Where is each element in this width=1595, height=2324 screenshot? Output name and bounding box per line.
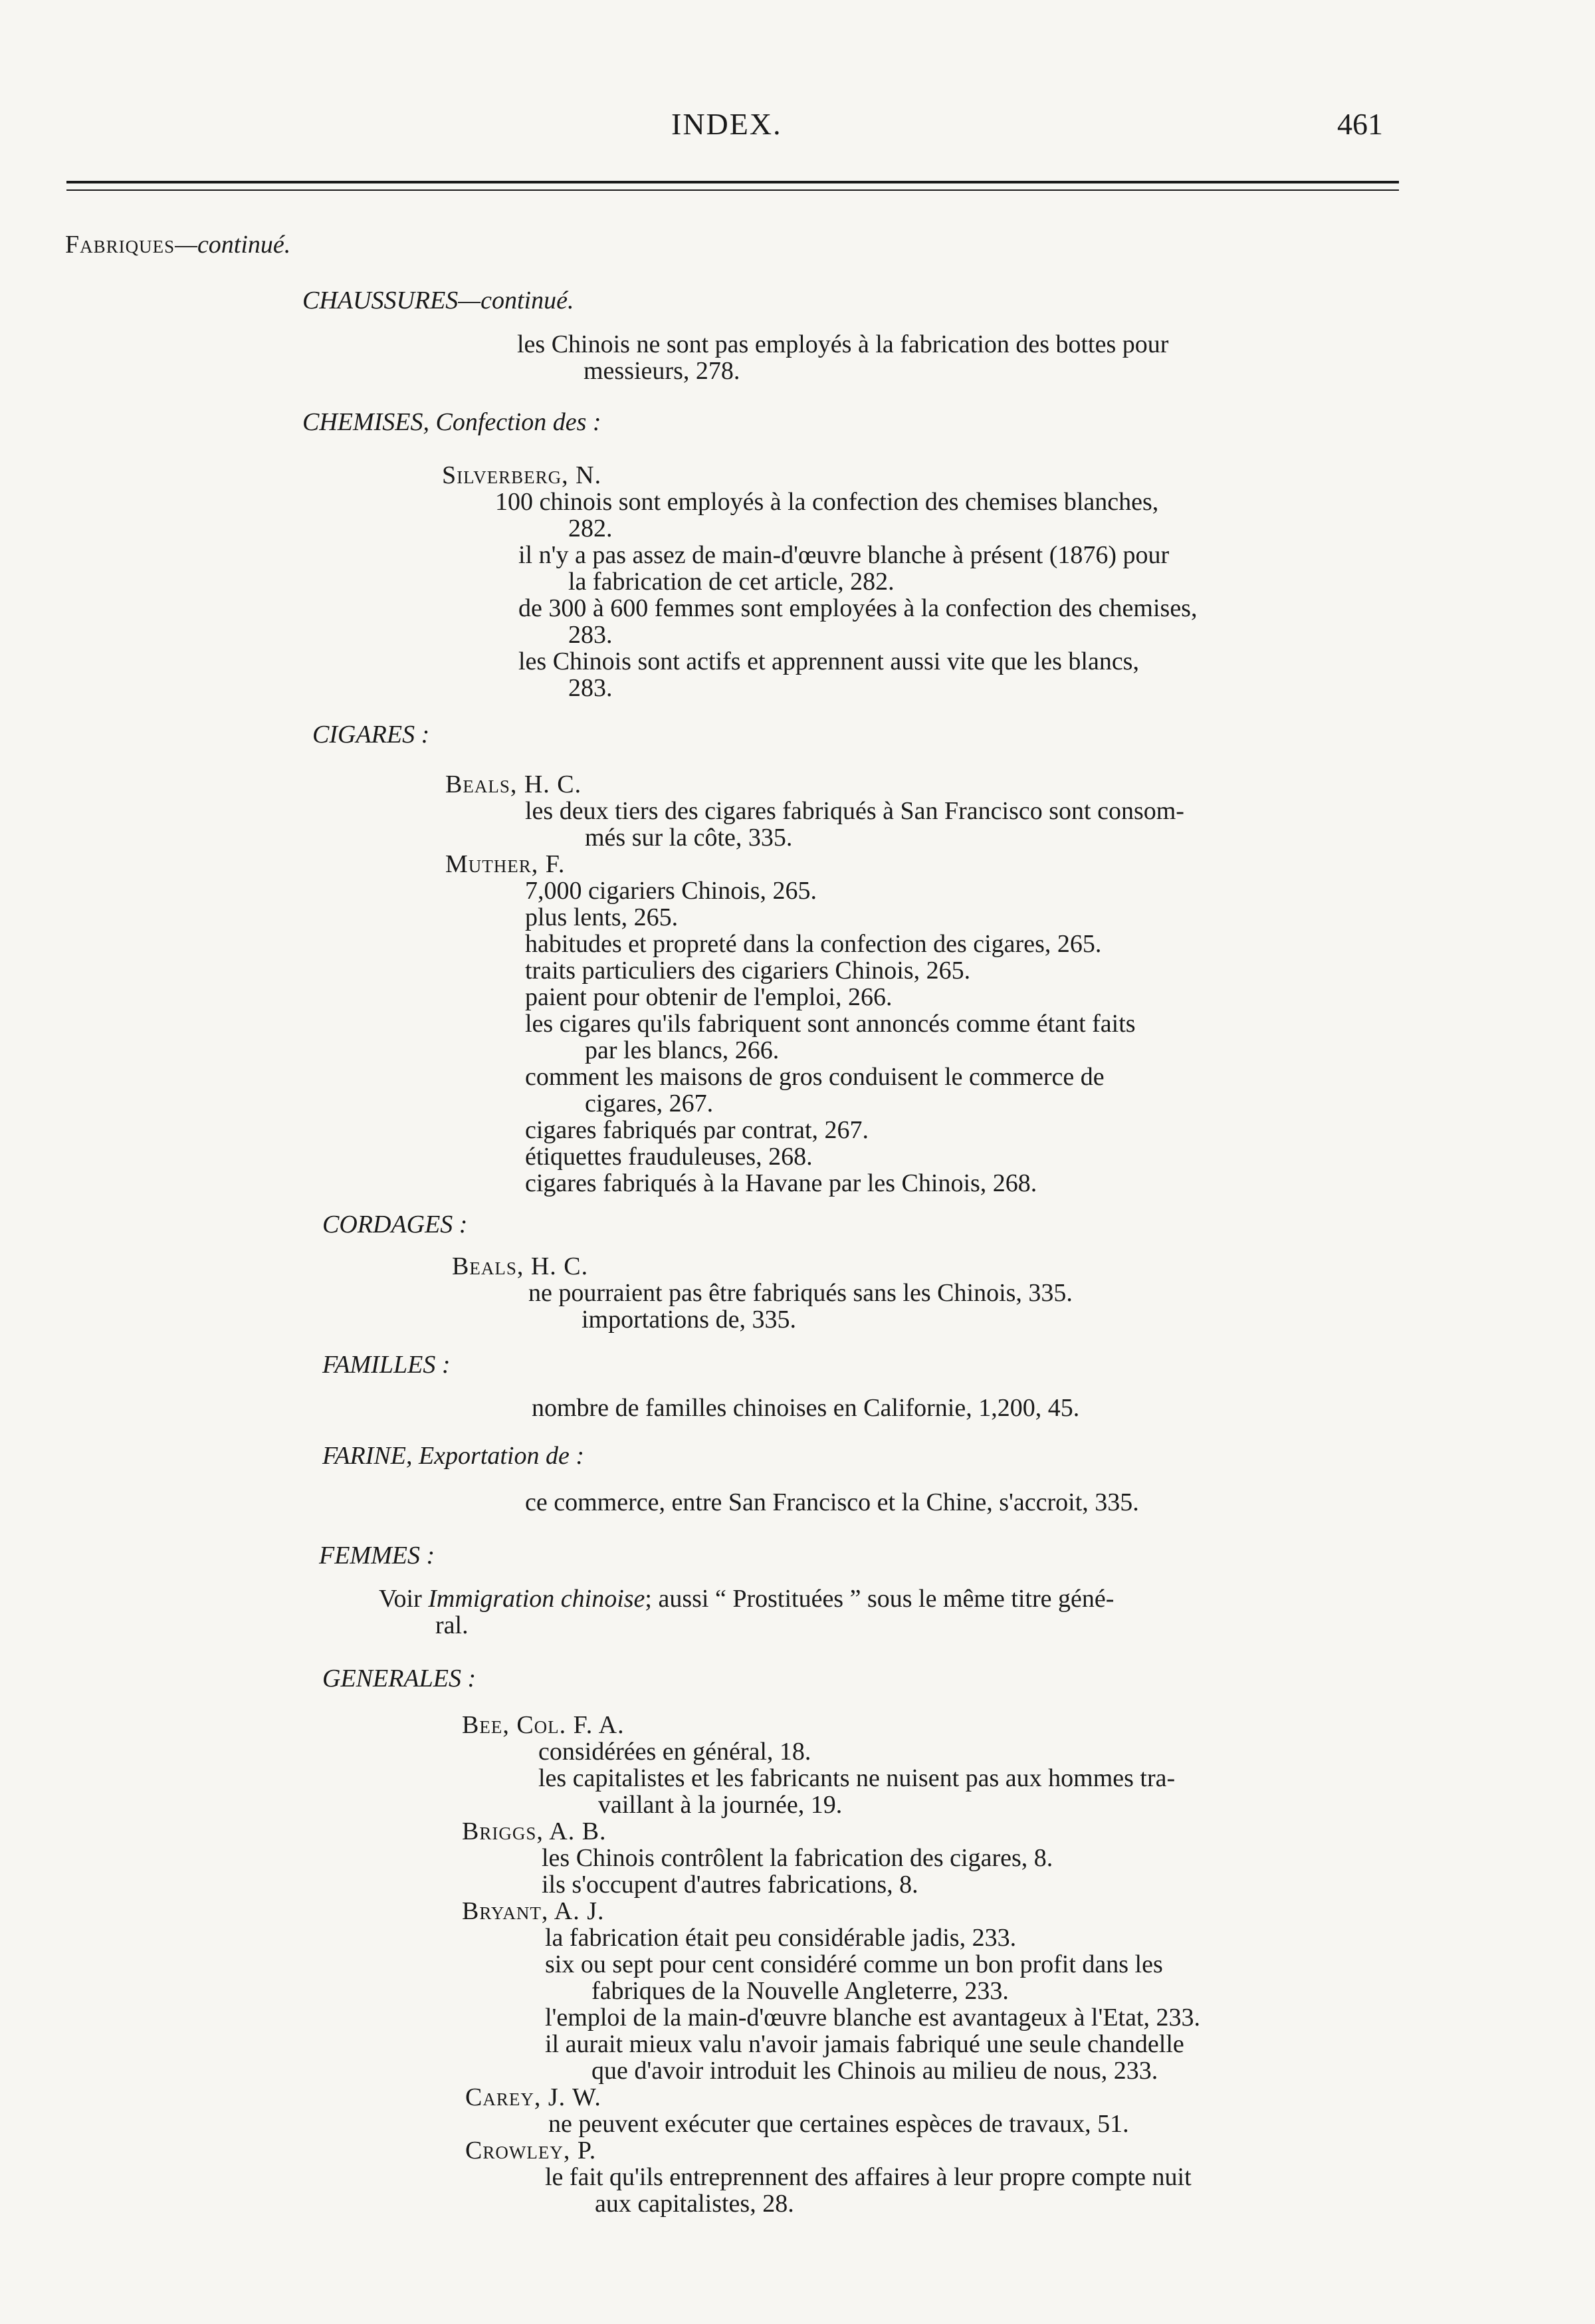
index-line: nombre de familles chinoises en Californie, 1,200, 45. [532, 1394, 1080, 1422]
index-line: ce commerce, entre San Francisco et la Chine, s'accroit, 335. [525, 1488, 1139, 1516]
witness-name: Beals, H. C. [445, 770, 582, 798]
subheading-chemises: CHEMISES, Confection des : [302, 408, 601, 436]
index-line: il n'y a pas assez de main-d'œuvre blanche à présent (1876) pour [518, 541, 1170, 569]
index-line: cigares fabriqués à la Havane par les Chinois, 268. [525, 1169, 1037, 1197]
index-line: importations de, 335. [582, 1306, 796, 1334]
see-rest: ; aussi “ Prostituées ” sous le même titre géné- [645, 1585, 1115, 1613]
index-line: par les blancs, 266. [585, 1036, 780, 1064]
index-line: ral. [435, 1611, 469, 1639]
index-line: considérées en général, 18. [538, 1738, 811, 1766]
index-line: que d'avoir introduit les Chinois au milieu de nous, 233. [591, 2057, 1158, 2085]
index-line: les deux tiers des cigares fabriqués à San Francisco sont consom- [525, 797, 1184, 825]
index-line: ne peuvent exécuter que certaines espèces de travaux, 51. [548, 2110, 1129, 2138]
index-line: les Chinois contrôlent la fabrication des cigares, 8. [542, 1844, 1053, 1872]
witness-name: Carey, J. W. [465, 2083, 601, 2111]
index-line: ils s'occupent d'autres fabrications, 8. [542, 1871, 918, 1899]
index-line: étiquettes frauduleuses, 268. [525, 1143, 813, 1171]
witness-name: Silverberg, N. [442, 461, 602, 489]
index-line: l'emploi de la main-d'œuvre blanche est avantageux à l'Etat, 233. [545, 2004, 1201, 2032]
index-line: 100 chinois sont employés à la confection des chemises blanches, [495, 488, 1159, 516]
index-line: la fabrication de cet article, 282. [568, 568, 895, 596]
index-line: 283. [568, 674, 613, 702]
subheading-farine: FARINE, Exportation de : [322, 1442, 585, 1470]
subheading-familles: FAMILLES : [322, 1351, 451, 1379]
witness-name: Muther, F. [445, 850, 566, 878]
entry-heading-fabriques [65, 231, 290, 258]
index-line: la fabrication était peu considérable jadis, 233. [545, 1924, 1017, 1952]
index-line: les cigares qu'ils fabriquent sont annoncés comme étant faits [525, 1010, 1136, 1038]
index-line: comment les maisons de gros conduisent le commerce de [525, 1063, 1105, 1091]
index-line: traits particuliers des cigariers Chinois, 265. [525, 957, 971, 985]
subheading-chaussures: CHAUSSURES—continué. [302, 287, 574, 314]
running-head [0, 106, 1595, 146]
index-line: six ou sept pour cent considéré comme un bon profit dans les [545, 1950, 1163, 1978]
witness-name: Bee, Col. F. A. [462, 1711, 625, 1739]
header-rule [66, 181, 1399, 183]
cross-reference: Immigration chinoise [428, 1585, 645, 1613]
index-line: les capitalistes et les fabricants ne nuisent pas aux hommes tra- [538, 1764, 1176, 1792]
index-line: plus lents, 265. [525, 903, 679, 931]
index-line: il aurait mieux valu n'avoir jamais fabriqué une seule chandelle [545, 2030, 1184, 2058]
index-line: de 300 à 600 femmes sont employées à la confection des chemises, [518, 594, 1198, 622]
index-line: les Chinois sont actifs et apprennent aussi vite que les blancs, [518, 647, 1139, 675]
subheading-cordages: CORDAGES : [322, 1211, 468, 1238]
entry-suffix: —continué. [175, 231, 291, 259]
index-line: més sur la côte, 335. [585, 824, 793, 852]
witness-name: Crowley, P. [465, 2137, 597, 2164]
index-line: messieurs, 278. [584, 357, 740, 385]
witness-name: Beals, H. C. [452, 1252, 589, 1280]
subheading-generales: GENERALES : [322, 1665, 477, 1692]
index-line [379, 1585, 1114, 1612]
index-line: fabriques de la Nouvelle Angleterre, 233. [591, 1977, 1009, 2005]
index-line: 7,000 cigariers Chinois, 265. [525, 877, 817, 905]
subheading-femmes: FEMMES : [319, 1542, 435, 1569]
index-line: vaillant à la journée, 19. [598, 1791, 843, 1819]
index-line: les Chinois ne sont pas employés à la fabrication des bottes pour [517, 330, 1169, 358]
index-line: habitudes et propreté dans la confection des cigares, 265. [525, 930, 1102, 958]
index-line: cigares fabriqués par contrat, 267. [525, 1116, 869, 1144]
see-label: Voir [379, 1585, 422, 1613]
page-title: INDEX. [671, 107, 782, 141]
witness-name: Bryant, A. J. [462, 1897, 605, 1925]
page-number: 461 [1337, 107, 1383, 141]
witness-name: Briggs, A. B. [462, 1817, 607, 1845]
header-rule-thin [66, 189, 1399, 191]
index-line: 282. [568, 515, 613, 542]
index-line: paient pour obtenir de l'emploi, 266. [525, 983, 893, 1011]
index-line: le fait qu'ils entreprennent des affaires à leur propre compte nuit [545, 2163, 1192, 2191]
index-line: cigares, 267. [585, 1090, 714, 1117]
index-line: aux capitalistes, 28. [595, 2190, 794, 2218]
entry-label: Fabriques [65, 231, 175, 259]
subheading-cigares: CIGARES : [312, 721, 430, 749]
index-line: 283. [568, 621, 613, 649]
index-line: ne pourraient pas être fabriqués sans les Chinois, 335. [528, 1279, 1073, 1307]
